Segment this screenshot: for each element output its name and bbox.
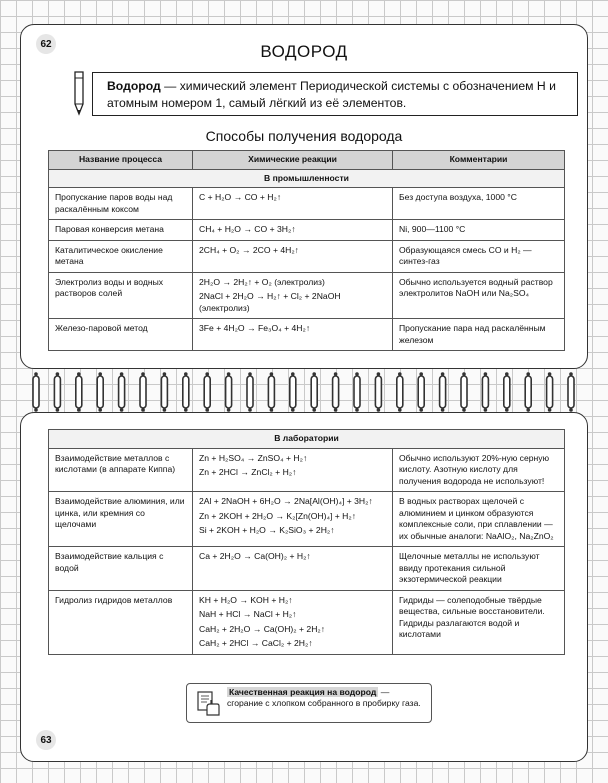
spiral-ring — [397, 372, 403, 412]
table-header-row — [49, 151, 565, 170]
section-label-industry: В промышленности — [49, 169, 565, 188]
section-label-lab: В лаборатории — [49, 430, 565, 449]
spiral-ring — [418, 372, 424, 412]
reactions-cell — [193, 319, 393, 351]
process-name-cell: Пропускание паров воды над раскалённым коксом — [49, 188, 193, 220]
spiral-ring — [440, 372, 446, 412]
spiral-ring — [333, 372, 339, 412]
table-row — [49, 220, 565, 241]
reaction-equation: NaH + HCl → NaCl + H₂↑ — [199, 609, 297, 619]
spiral-ring — [504, 372, 510, 412]
process-name-cell: Электролиз воды и водных растворов солей — [49, 272, 193, 319]
spiral-ring — [290, 372, 296, 412]
reaction-equation: Zn + 2HCl → ZnCl₂ + H₂↑ — [199, 467, 297, 477]
industry-table — [48, 150, 565, 351]
reactions-cell — [193, 240, 393, 272]
page-number-bottom: 63 — [36, 730, 56, 750]
book-hand-icon — [195, 689, 221, 717]
table-row — [49, 188, 565, 220]
section-row-industry — [49, 169, 565, 188]
process-name-cell: Взаимодействие металлов с кислотами (в аппарате Киппа) — [49, 448, 193, 492]
spiral-ring — [161, 372, 167, 412]
header-process: Название процесса — [49, 151, 193, 170]
reactions-cell — [193, 272, 393, 319]
note-highlight: Качественная реакция на водород — [229, 687, 377, 697]
reaction-equation: Zn + H₂SO₄ → ZnSO₄ + H₂↑ — [199, 452, 308, 463]
reaction-equation: KH + H₂O → KOH + H₂↑ — [199, 594, 293, 605]
page-title: ВОДОРОД — [260, 42, 348, 61]
table-row — [49, 590, 565, 654]
comment-cell: Щелочные металлы не используют ввиду протекания сильной экзотермической реакции — [393, 547, 565, 591]
reactions-cell — [193, 590, 393, 654]
spiral-ring — [268, 372, 274, 412]
table-row — [49, 448, 565, 492]
comment-cell: В водных растворах щелочей с алюминием и цинком образуются комплексные соли, при сплавлении — их обычные аналоги: NaAlO₂, Na₂ZnO₂ — [393, 492, 565, 547]
spiral-ring — [482, 372, 488, 412]
reaction-equation: Zn + 2KOH + 2H₂O → K₂[Zn(OH)₄] + H₂↑ — [199, 510, 357, 521]
spiral-ring — [54, 372, 60, 412]
spiral-ring — [140, 372, 146, 412]
comment-cell: Обычно используется водный раствор электролитов NaOH или Na₂SO₄ — [393, 272, 565, 319]
lab-table — [48, 429, 565, 655]
comment-cell: Без доступа воздуха, 1000 °C — [393, 188, 565, 220]
process-name-cell: Гидролиз гидридов металлов — [49, 590, 193, 654]
reaction-equation: CaH₂ + 2H₂O → Ca(OH)₂ + 2H₂↑ — [199, 623, 326, 634]
reaction-equation: CaH₂ + 2HCl → CaCl₂ + 2H₂↑ — [199, 638, 313, 648]
spiral-ring — [97, 372, 103, 412]
spiral-ring — [354, 372, 360, 412]
table-row — [49, 272, 565, 319]
definition-text: — химический элемент Периодической системы с обозначением H и атомным номером 1, самый лёгкий из её элементов. — [107, 79, 556, 110]
header-reactions: Химические реакции — [193, 151, 393, 170]
spiral-ring — [226, 372, 232, 412]
reaction-equation: 2CH₄ + O₂ → 2CO + 4H₂↑ — [199, 244, 299, 255]
section-row-lab — [49, 430, 565, 449]
spiral-ring — [375, 372, 381, 412]
spiral-ring — [568, 372, 574, 412]
definition-box — [92, 72, 578, 116]
reaction-equation: CH₄ + H₂O → CO + 3H₂↑ — [199, 224, 296, 234]
table-row — [49, 492, 565, 547]
process-name-cell: Железо-паровой метод — [49, 319, 193, 351]
spiral-binding — [22, 372, 586, 412]
spiral-ring — [183, 372, 189, 412]
process-name-cell: Взаимодействие кальция с водой — [49, 547, 193, 591]
spiral-ring — [33, 372, 39, 412]
spiral-ring — [547, 372, 553, 412]
process-name-cell: Паровая конверсия метана — [49, 220, 193, 241]
reaction-equation: 2H₂O → 2H₂↑ + O₂ (электролиз) — [199, 276, 325, 287]
section-subtitle: Способы получения водорода — [205, 128, 403, 144]
comment-cell: Обычно используют 20%-ную серную кислоту. Азотную кислоту для получения водорода не используют! — [393, 448, 565, 492]
reactions-cell — [193, 220, 393, 241]
pencil-icon — [68, 70, 90, 120]
reaction-equation: C + H₂O → CO + H₂↑ — [199, 192, 282, 202]
reactions-cell — [193, 547, 393, 591]
reaction-equation: 2NaCl + 2H₂O → H₂↑ + Cl₂ + 2NaOH (электролиз) — [199, 291, 341, 313]
reaction-equation: 3Fe + 4H₂O → Fe₃O₄ + 4H₂↑ — [199, 323, 311, 333]
spiral-ring — [204, 372, 210, 412]
qualitative-reaction-note — [186, 683, 432, 723]
page-number-top: 62 — [36, 34, 56, 54]
spiral-ring — [461, 372, 467, 412]
reactions-cell — [193, 492, 393, 547]
table-row — [49, 547, 565, 591]
header-comments: Комментарии — [393, 151, 565, 170]
reactions-cell — [193, 188, 393, 220]
process-name-cell: Взаимодействие алюминия, или цинка, или кремния со щелочами — [49, 492, 193, 547]
spiral-ring — [119, 372, 125, 412]
comment-cell: Образующаяся смесь CO и H₂ — синтез-газ — [393, 240, 565, 272]
comment-cell: Ni, 900—1100 °C — [393, 220, 565, 241]
definition-term: Водород — [107, 79, 161, 93]
reactions-cell — [193, 448, 393, 492]
reaction-equation: Ca + 2H₂O → Ca(OH)₂ + H₂↑ — [199, 551, 311, 561]
process-name-cell: Каталитическое окисление метана — [49, 240, 193, 272]
table-row — [49, 319, 565, 351]
spiral-ring — [76, 372, 82, 412]
spiral-ring — [525, 372, 531, 412]
reaction-equation: 2Al + 2NaOH + 6H₂O → 2Na[Al(OH)₄] + 3H₂↑ — [199, 496, 373, 506]
comment-cell: Гидриды — солеподобные твёрдые вещества, сильные восстановители. Гидриды разлагаются водой и кислотами — [393, 590, 565, 654]
table-row — [49, 240, 565, 272]
spiral-ring — [247, 372, 253, 412]
reaction-equation: Si + 2KOH + H₂O → K₂SiO₃ + 2H₂↑ — [199, 525, 335, 535]
comment-cell: Пропускание пара над раскалённым железом — [393, 319, 565, 351]
note-text: — сгорание с хлопком собранного в пробирку газа. — [227, 687, 421, 708]
spiral-ring — [311, 372, 317, 412]
